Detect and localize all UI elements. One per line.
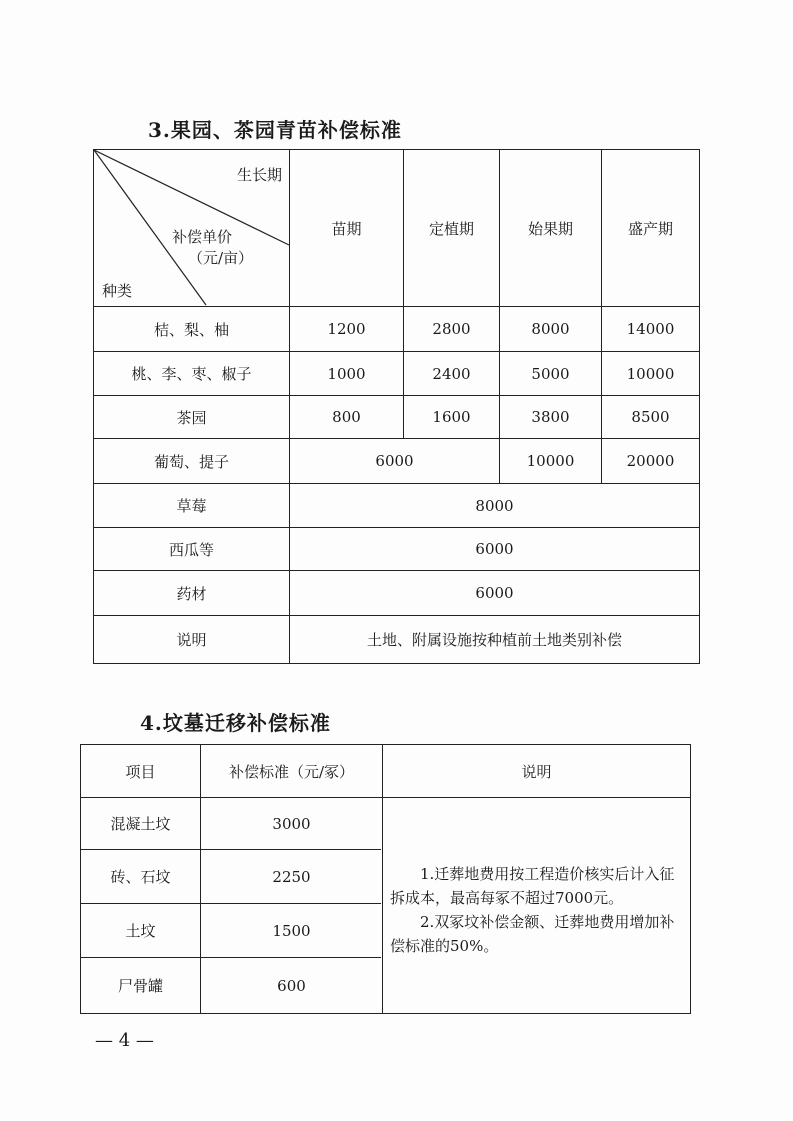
- header-initial-fruit: 始果期: [527, 219, 573, 238]
- table-cell: 800: [332, 408, 361, 426]
- table-cell: 2400: [432, 364, 471, 383]
- row-name: 说明: [176, 631, 207, 649]
- table-cell: 1500: [272, 921, 311, 940]
- grave-note: [390, 862, 685, 958]
- table1-title: 3.果园、茶园青苗补偿标准: [148, 118, 402, 142]
- table-cell-merged: 8000: [475, 496, 514, 515]
- row-name: 尸骨罐: [117, 977, 163, 995]
- note-paragraph-1: 1.迁葬地费用按工程造价核实后计入征拆成本，最高每冢不超过7000元。: [390, 865, 675, 907]
- row-name: 桃、李、枣、椒子: [131, 365, 252, 383]
- table-cell: 10000: [626, 364, 675, 383]
- header-note: 说明: [521, 762, 552, 781]
- row-name: 土坟: [125, 922, 156, 940]
- table-cell: 10000: [526, 452, 575, 470]
- table2-title: 4.坟墓迁移补偿标准: [140, 711, 331, 735]
- corner-unit-label: （元/亩）: [188, 249, 254, 267]
- table-cell: 8500: [631, 408, 670, 426]
- table-cell-merged: 6000: [475, 540, 514, 558]
- header-item: 项目: [125, 762, 156, 781]
- table-cell: 20000: [626, 452, 675, 470]
- row-name: 桔、梨、柚: [153, 320, 229, 339]
- header-seedling: 苗期: [331, 219, 362, 238]
- row-name: 药材: [176, 584, 207, 603]
- row-name: 葡萄、提子: [153, 452, 229, 471]
- table-cell-merged: 6000: [375, 452, 414, 470]
- header-full-production: 盛产期: [627, 219, 673, 238]
- row-name: 混凝土坟: [110, 815, 171, 833]
- table-cell: 8000: [531, 320, 570, 338]
- table-cell: 1200: [327, 320, 366, 338]
- row-name: 茶园: [176, 408, 207, 427]
- table-cell-merged: 6000: [475, 584, 514, 602]
- header-planting: 定植期: [428, 219, 474, 238]
- table-cell: 3800: [531, 408, 570, 426]
- table-cell: 1000: [327, 364, 366, 383]
- corner-price-label: 补偿单价: [172, 228, 233, 246]
- table-cell: 14000: [626, 320, 675, 338]
- table-cell: 2250: [272, 867, 311, 886]
- row-name: 砖、石坟: [110, 868, 171, 886]
- corner-type-label: 种类: [102, 282, 133, 300]
- table-cell: 5000: [531, 364, 570, 383]
- orchard-compensation-table: [93, 149, 700, 664]
- table-cell: 600: [277, 976, 306, 995]
- row-name: 西瓜等: [168, 540, 214, 559]
- explanation-cell: 土地、附属设施按种植前土地类别补偿: [366, 631, 622, 649]
- corner-growth-label: 生长期: [237, 166, 283, 184]
- header-standard: 补偿标准（元/冢）: [228, 762, 355, 781]
- note-paragraph-2: 2.双冢坟补偿金额、迁葬地费用增加补偿标准的50%。: [390, 913, 675, 955]
- table-cell: 3000: [272, 814, 311, 833]
- table-cell: 1600: [432, 408, 471, 426]
- table-cell: 2800: [432, 320, 471, 338]
- page-number: — 4 —: [95, 1030, 154, 1051]
- row-name: 草莓: [176, 497, 207, 515]
